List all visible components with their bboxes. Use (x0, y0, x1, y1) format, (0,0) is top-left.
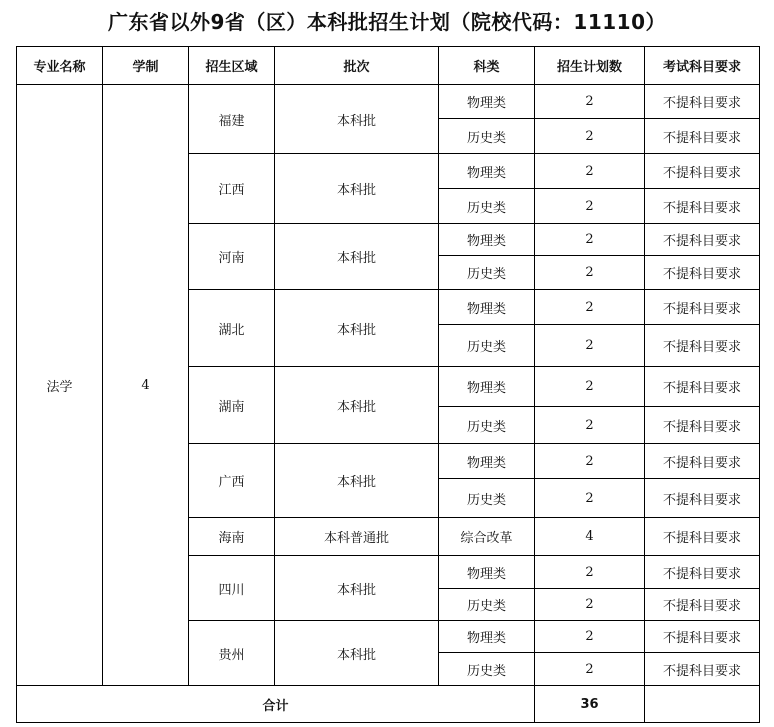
category-cell: 历史类 (439, 407, 535, 444)
page-title: 广东省以外9省（区）本科批招生计划（院校代码：11110） (108, 10, 666, 34)
batch-cell: 本科批 (275, 85, 439, 154)
plan-cell: 2 (535, 653, 645, 686)
header-batch: 批次 (275, 47, 439, 85)
requirement-cell: 不提科目要求 (645, 407, 760, 444)
category-cell: 历史类 (439, 653, 535, 686)
requirement-cell: 不提科目要求 (645, 518, 760, 556)
major-cell: 法学 (17, 85, 103, 686)
region-cell: 湖北 (189, 290, 275, 367)
plan-cell: 2 (535, 325, 645, 367)
requirement-cell: 不提科目要求 (645, 653, 760, 686)
region-cell: 河南 (189, 224, 275, 290)
header-requirement: 考试科目要求 (645, 47, 760, 85)
category-cell: 物理类 (439, 85, 535, 119)
plan-cell: 2 (535, 290, 645, 325)
plan-cell: 2 (535, 444, 645, 479)
plan-cell: 2 (535, 556, 645, 589)
batch-cell: 本科批 (275, 367, 439, 444)
plan-cell: 2 (535, 407, 645, 444)
region-cell: 四川 (189, 556, 275, 621)
requirement-cell: 不提科目要求 (645, 224, 760, 256)
plan-cell: 2 (535, 189, 645, 224)
plan-cell: 2 (535, 119, 645, 154)
region-cell: 江西 (189, 154, 275, 224)
plan-cell: 2 (535, 224, 645, 256)
table-row (17, 85, 760, 119)
requirement-cell: 不提科目要求 (645, 290, 760, 325)
enrollment-plan-table (16, 46, 760, 723)
region-cell: 海南 (189, 518, 275, 556)
requirement-cell: 不提科目要求 (645, 189, 760, 224)
category-cell: 历史类 (439, 479, 535, 518)
category-cell: 物理类 (439, 290, 535, 325)
plan-cell: 2 (535, 479, 645, 518)
category-cell: 历史类 (439, 589, 535, 621)
batch-cell: 本科批 (275, 556, 439, 621)
batch-cell: 本科批 (275, 224, 439, 290)
plan-cell: 2 (535, 589, 645, 621)
requirement-cell: 不提科目要求 (645, 621, 760, 653)
header-duration: 学制 (103, 47, 189, 85)
batch-cell: 本科批 (275, 290, 439, 367)
category-cell: 历史类 (439, 189, 535, 224)
category-cell: 物理类 (439, 154, 535, 189)
duration-cell: 4 (103, 85, 189, 686)
batch-cell: 本科批 (275, 154, 439, 224)
total-requirement (645, 686, 760, 723)
category-cell: 物理类 (439, 556, 535, 589)
header-category: 科类 (439, 47, 535, 85)
plan-cell: 2 (535, 154, 645, 189)
requirement-cell: 不提科目要求 (645, 154, 760, 189)
plan-cell: 2 (535, 85, 645, 119)
header-major: 专业名称 (17, 47, 103, 85)
plan-cell: 2 (535, 367, 645, 407)
category-cell: 历史类 (439, 119, 535, 154)
requirement-cell: 不提科目要求 (645, 444, 760, 479)
batch-cell: 本科普通批 (275, 518, 439, 556)
batch-cell: 本科批 (275, 621, 439, 686)
batch-cell: 本科批 (275, 444, 439, 518)
plan-cell: 4 (535, 518, 645, 556)
requirement-cell: 不提科目要求 (645, 589, 760, 621)
plan-cell: 2 (535, 256, 645, 290)
category-cell: 物理类 (439, 621, 535, 653)
plan-cell: 2 (535, 621, 645, 653)
total-row (17, 686, 760, 723)
category-cell: 物理类 (439, 444, 535, 479)
category-cell: 物理类 (439, 367, 535, 407)
requirement-cell: 不提科目要求 (645, 367, 760, 407)
category-cell: 历史类 (439, 325, 535, 367)
total-value: 36 (535, 686, 645, 723)
header-plan: 招生计划数 (535, 47, 645, 85)
category-cell: 综合改革 (439, 518, 535, 556)
requirement-cell: 不提科目要求 (645, 119, 760, 154)
requirement-cell: 不提科目要求 (645, 556, 760, 589)
requirement-cell: 不提科目要求 (645, 256, 760, 290)
region-cell: 湖南 (189, 367, 275, 444)
category-cell: 物理类 (439, 224, 535, 256)
header-region: 招生区域 (189, 47, 275, 85)
total-label: 合计 (17, 686, 535, 723)
requirement-cell: 不提科目要求 (645, 479, 760, 518)
region-cell: 福建 (189, 85, 275, 154)
requirement-cell: 不提科目要求 (645, 325, 760, 367)
header-row (17, 47, 760, 85)
category-cell: 历史类 (439, 256, 535, 290)
region-cell: 广西 (189, 444, 275, 518)
requirement-cell: 不提科目要求 (645, 85, 760, 119)
region-cell: 贵州 (189, 621, 275, 686)
